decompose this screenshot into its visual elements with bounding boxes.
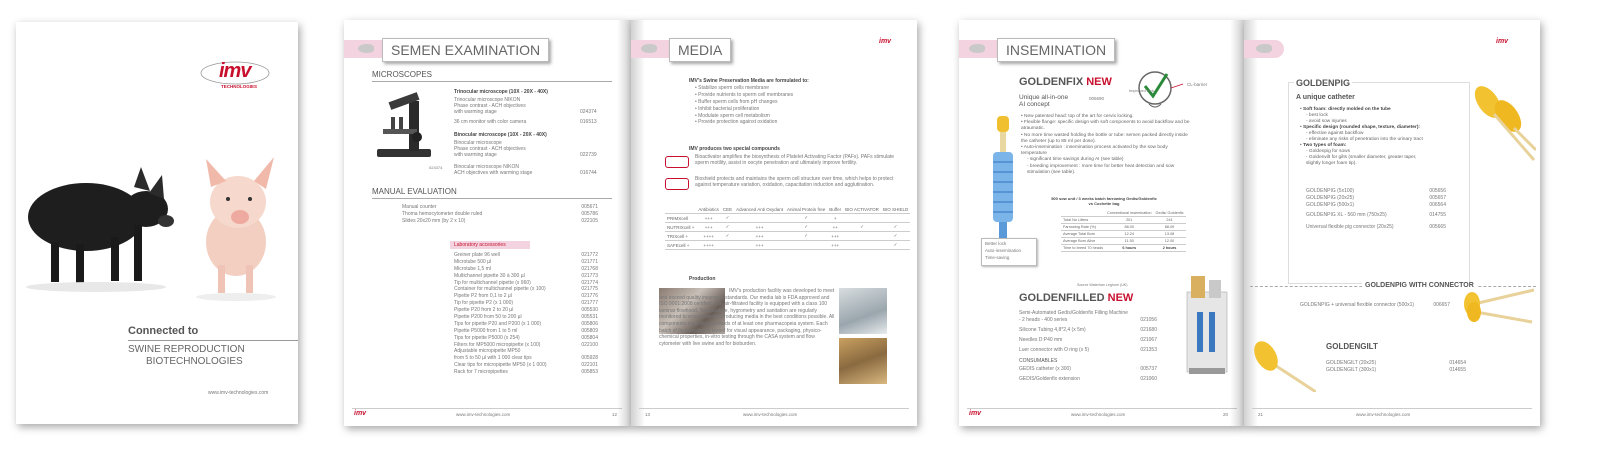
page-semen-examination <box>344 20 631 426</box>
list-item: • Two types of foam: <box>1300 143 1347 148</box>
section-header: INSEMINATION <box>997 38 1115 62</box>
goldenfix-code: 005690 <box>1089 96 1105 101</box>
binocular2-line-1: Binocular microscope NIKON <box>454 164 520 170</box>
compound-bioshield: Bioshield protects and maintains the sperm cell structure over time, which helps to protect against temperature variation, oxidation, capacitation induction and agglutination. <box>695 176 894 189</box>
list-item: Tips for pipette P5000 (x 254) 005804 <box>454 334 598 341</box>
footer-line <box>352 408 622 409</box>
binocular-line-2: Phase contrast - ACH objectives <box>454 146 526 152</box>
cover-divider <box>128 340 298 341</box>
callout-line-2: Auto-insemination <box>985 248 1022 253</box>
monitor-line: 36 cm monitor with color camera <box>454 119 527 125</box>
page-number: 20 <box>1223 412 1229 417</box>
lab-accessories-list <box>454 252 598 376</box>
manual-evaluation-list <box>402 204 598 225</box>
table-header-row: Conventional insemination Gedis/ Goldenfix <box>1061 210 1186 217</box>
microscope-photo-code: 024374 <box>429 165 443 170</box>
page-insemination <box>959 20 1244 426</box>
gutter-shadow <box>1230 20 1244 426</box>
pig-icon <box>641 44 657 53</box>
piglets-photo <box>16 147 298 322</box>
study-title: 500 sow unit / 3 weeks batch farrowing Gedis/Goldenfix vs Cochette bag <box>1051 196 1157 206</box>
binocular-line-3: with warming stage <box>454 152 497 158</box>
list-item: • Flexible flange: specific design with soft components to avoid backflow and be atraumatic. <box>1021 120 1190 132</box>
bioactivator-icon <box>665 156 689 168</box>
section-header: MEDIA <box>669 38 731 62</box>
consumables-title: CONSUMABLES <box>1019 358 1058 364</box>
table-row: Average Total Born 12.24 13.08 <box>1061 231 1186 238</box>
footer-line <box>1252 408 1532 409</box>
goldenfix-subtitle-1: Unique all-in-one <box>1019 94 1069 101</box>
footer-url[interactable]: www.imv-technologies.com <box>743 412 798 417</box>
compounds-title: IMV produces two special compounds <box>689 146 780 152</box>
list-item: Tip for pipette P2 (x 1 000) 021777 <box>454 300 598 307</box>
goldenfix-catheter-photo <box>983 116 1023 246</box>
trinocular-code: 024374 <box>580 109 597 115</box>
table-row: Average Born Alive 11.50 12.00 <box>1061 238 1186 245</box>
page-media <box>631 20 917 426</box>
trinocular-line-2: Phase contrast - ACH objectives <box>454 103 526 109</box>
imv-logo: imv TECHNOLOGIES <box>199 56 271 96</box>
cover-page <box>16 22 298 424</box>
callout-line-3: Time-saving <box>985 255 1010 260</box>
list-item: • No more time wasted holding the bottle or tube: semen packed directly inside the catheter (up to 85 ml per dose). <box>1021 132 1188 144</box>
page-number: 13 <box>645 412 651 417</box>
goldenfix-title: GOLDENFIX NEW <box>1019 76 1112 88</box>
filling-machine-photo <box>1181 272 1233 382</box>
list-item: • Modulate sperm cell metabolism <box>695 112 770 119</box>
list-item: - 2 heads - 400 series 021056 <box>1019 316 1157 323</box>
list-item: • Inhibit bacterial proliferation <box>695 105 760 112</box>
trinocular-title: Trinocular microscope (10X - 20X - 40X) <box>454 89 548 95</box>
production-photo-2 <box>839 338 887 384</box>
list-item: - avoid sow injuries <box>1306 119 1347 124</box>
list-item: GOLDENGILT (20x25) 014654 <box>1326 360 1466 366</box>
list-item: - breeding improvement : more time for better heat detection and sow stimulation (see table). <box>1027 163 1175 175</box>
table-row: TRIXcell + ++++ ✓ +++ ✓ +++ ✓ <box>665 232 910 241</box>
monitor-code: 016513 <box>580 119 597 125</box>
compound-bioactivator: Bioactivator amplifies the biosynthesis of Platelet Activating Factor (PAFs). PAFs stimulate sperm motility, assist in oocyte penetration and ultimately improve fertility. <box>695 154 895 167</box>
list-item: • Provide nutrients to sperm cell membranes <box>695 91 794 98</box>
binocular-line-1: Binocular microscope <box>454 140 502 146</box>
footer-line <box>967 408 1237 409</box>
table-row: PRIMXcell +++ ✓ ✓ + <box>665 214 910 223</box>
study-source: Source Waterhan Leghorn (UK) <box>1077 283 1128 287</box>
list-item: - significant time savings during AI (see table) <box>1027 157 1124 163</box>
binocular-title: Binocular microscope (10X - 20X - 40X) <box>454 132 547 138</box>
footer-url[interactable]: www.imv-technologies.com <box>1071 412 1126 417</box>
list-item: • Specific design (rounded shape, texture, diameter): <box>1300 125 1421 130</box>
list-item: Container for multichannel pipette (x 100) 021775 <box>454 286 598 293</box>
goldenfix-subtitle-2: AI concept <box>1019 101 1050 108</box>
list-item: Pipette P5000 from 1 to 5 ml 005809 <box>454 327 598 334</box>
goldenpig-connector-photo <box>1462 282 1536 326</box>
table-row: SAFEcell + ++++ +++ +++ ✓ <box>665 241 910 250</box>
section-microscopes: MICROSCOPES <box>372 70 433 79</box>
list-item: Semi-Automated Gedis/Goldenfix Filling Machine <box>1019 310 1128 316</box>
list-item: - Goldenpig for sows <box>1306 149 1350 154</box>
list-item: • New patented head: top of the art for cervix locking. <box>1021 114 1134 119</box>
list-item: GOLDENPIG + universal flexible connector (500x1) 006657 <box>1300 302 1450 308</box>
goldenfilled-title: GOLDENFILLED NEW <box>1019 292 1134 304</box>
list-item: Pipette P20 from 2 to 20 µl 005530 <box>454 307 598 314</box>
page-goldenpig <box>1244 20 1540 426</box>
list-item: • Auto-insemination : insemination process activated by the sow body temperature <box>1021 145 1168 157</box>
trinocular-line-3: with warming stage <box>454 109 497 115</box>
list-item: • Stabilize sperm cells membrane <box>695 85 769 91</box>
list-item: Slides 20x20 mm (by 2 x 10) 022105 <box>402 217 598 224</box>
goldenpig-connector-title: GOLDENPIG WITH CONNECTOR <box>1362 282 1477 290</box>
page-number: 21 <box>1258 412 1264 417</box>
goldenpig-list <box>1306 188 1446 230</box>
bioshield-icon <box>665 178 689 190</box>
footer-url[interactable]: www.imv-technologies.com <box>456 412 511 417</box>
page-number: 12 <box>612 412 618 417</box>
goldenpig-catheter-photo <box>1464 80 1536 164</box>
production-title: Production <box>689 276 716 282</box>
goldenpig-title: GOLDENPIG <box>1296 78 1351 88</box>
microscope-photo <box>369 87 439 162</box>
list-item: GEDIS/Goldenfix extension 021060 <box>1019 375 1157 382</box>
list-item: GEDIS catheter (x 300) 005737 <box>1019 366 1157 372</box>
list-item: Tip for multichannel pipette (x 960) 021774 <box>454 279 598 286</box>
gutter-shadow <box>631 20 645 426</box>
list-item: Manual counter 005671 <box>402 204 598 210</box>
list-item: • Buffer sperm cells from pH changes <box>695 98 778 105</box>
list-item: Microtube 1,5 ml 021768 <box>454 265 598 272</box>
table-row: Farrowing Rate (%) 88.00 88.09 <box>1061 224 1186 231</box>
list-item: - eliminate any risks of penetration into the urinary tract <box>1306 137 1423 142</box>
list-item: Tips for pipette P20 and P200 (x 1 000) 005806 <box>454 320 598 327</box>
cover-title-line1: SWINE REPRODUCTION <box>128 344 245 355</box>
list-item: Multichannel pipette 30 à 300 µl 021773 <box>454 272 598 279</box>
section-header: SEMEN EXAMINATION <box>382 38 549 62</box>
production-photo-1 <box>839 288 887 334</box>
section-manual-evaluation: MANUAL EVALUATION <box>372 187 457 196</box>
goldengilt-catheter-photo <box>1246 332 1316 392</box>
lab-accessories-title: Laboratory accessories <box>454 242 506 248</box>
list-item: Needles D:P40 mm 021067 <box>1019 336 1157 343</box>
footer-url[interactable]: www.imv-technologies.com <box>1356 412 1411 417</box>
list-item: Pipette P2 from 0,1 to 2 µl 021776 <box>454 293 598 300</box>
list-item: Filters for MP5000 micropipette (x 100) 022100 <box>454 341 598 348</box>
list-item: - effective against backflow <box>1306 131 1364 136</box>
goldenpig-features <box>1300 107 1460 167</box>
list-item: GOLDENPIG (5x100) 005656 <box>1306 188 1446 194</box>
trinocular-line-1: Trinocular microscope NIKON <box>454 97 521 103</box>
pig-icon <box>1256 44 1272 53</box>
table-row: Total No Litters 201 241 <box>1061 217 1186 224</box>
list-item: Luer connector with O ring (x 5) 021353 <box>1019 346 1157 353</box>
list-item: GOLDENPIG (20x25) 005657 <box>1306 194 1446 201</box>
goldenpig-connector-list <box>1300 302 1450 308</box>
cover-tagline: Connected to <box>128 325 199 337</box>
goldenfix-features <box>1021 114 1191 176</box>
section-line <box>372 81 612 82</box>
list-item: • Soft foam: directly molded on the tube <box>1300 107 1391 112</box>
header-logo: imv <box>1496 38 1509 45</box>
list-item: GOLDENGILT (300x1) 014655 <box>1326 366 1466 373</box>
binocular2-code: 016744 <box>580 170 597 176</box>
footer-logo: imv <box>969 410 982 417</box>
list-item: Microtube 500 µl 021771 <box>454 258 598 265</box>
list-item: Pipette P200 from 50 to 200 µl 005531 <box>454 314 598 321</box>
header-logo: imv <box>879 38 892 45</box>
cover-url[interactable]: www.imv-technologies.com <box>208 390 269 396</box>
cover-title-line2: BIOTECHNOLOGIES <box>146 356 243 367</box>
improved-lock-label: Improved lock <box>1129 88 1154 93</box>
section-line <box>372 198 612 199</box>
list-item: Adjustable micropipette MP50 <box>454 348 521 355</box>
study-table <box>1061 210 1186 252</box>
media-comparison-table <box>665 206 910 250</box>
consumables-list <box>1019 366 1157 383</box>
goldenpig-subtitle: A unique catheter <box>1296 94 1355 101</box>
list-item: • Provide protection against oxidation <box>695 119 778 126</box>
list-item: - best lock <box>1306 113 1328 118</box>
list-item: GOLDENPIG XL - 560 mm (750x25) 014755 <box>1306 211 1446 218</box>
table-header-row: Antibiotics CEE Advanced Anti Oxydant Animal Protein free Buffer BIO ACTIVATOR BIO SHIELD <box>665 206 910 214</box>
callout-line-1: Better lock <box>985 241 1007 246</box>
list-item: Silicone Tubing 4,8*2,4 (x 5m) 021680 <box>1019 326 1157 333</box>
cl-barrier-label: CL-barrier <box>1187 82 1208 87</box>
list-item: Clear tips for micropipette MP50 (x 1 000) 022101 <box>454 362 598 369</box>
goldengilt-title: GOLDENGILT <box>1326 342 1378 351</box>
footer-logo: imv <box>354 410 367 417</box>
gutter-shadow <box>617 20 631 426</box>
list-item: - Goldenvilt for gilts (smaller diameter, greater taper, slightly longer foam tip). <box>1306 155 1417 166</box>
goldenfilled-list <box>1019 310 1157 353</box>
list-item: Universal flexible pig connector (20x25) 005665 <box>1306 223 1446 230</box>
production-text: IMV's production facility was developed to meet and exceed quality insurance standards. Our media lab is FDA approved and ISO 9001:2008 certified. The air-filtrated facility is equipped with a class 100 laminar flowhood. Temperature, hygrometry and sanitation are regularly monitored to ensure we are producing media in the best conditions possible. All components meet the standards of at least one pharmacopeia system. Each batch of final product is tested for visual appearance, packaging, physico-chemical properties, in-vitro testing through the CASA system and flow cytometer with live swine and for bioburden. <box>659 288 835 347</box>
list-item: GOLDENPIG (500x1) 006564 <box>1306 201 1446 208</box>
binocular-code: 022739 <box>580 152 597 158</box>
list-item: from 5 to 50 µl with 1 000 clear tips 005928 <box>454 355 598 362</box>
list-item: Rack for 7 micropipettes 005853 <box>454 369 598 376</box>
table-row: NUTRIXcell + +++ ✓ +++ ✓ ++ ✓ ✓ <box>665 223 910 232</box>
media-intro: IMV's Swine Preservation Media are formulated to: <box>689 78 809 84</box>
binocular2-line-2: ACH objectives with warming stage <box>454 170 533 176</box>
pig-icon <box>969 44 985 53</box>
table-row: Time to breed 70 heads 6 hours 2 hours <box>1061 245 1186 252</box>
goldengilt-list <box>1326 360 1466 374</box>
media-bullets <box>695 85 895 126</box>
footer-line <box>639 408 909 409</box>
list-item: Thoma hemocytometer double ruled 005786 <box>402 210 598 217</box>
pig-icon <box>358 44 374 53</box>
list-item: Greiner plate 96 well 021772 <box>454 252 598 258</box>
